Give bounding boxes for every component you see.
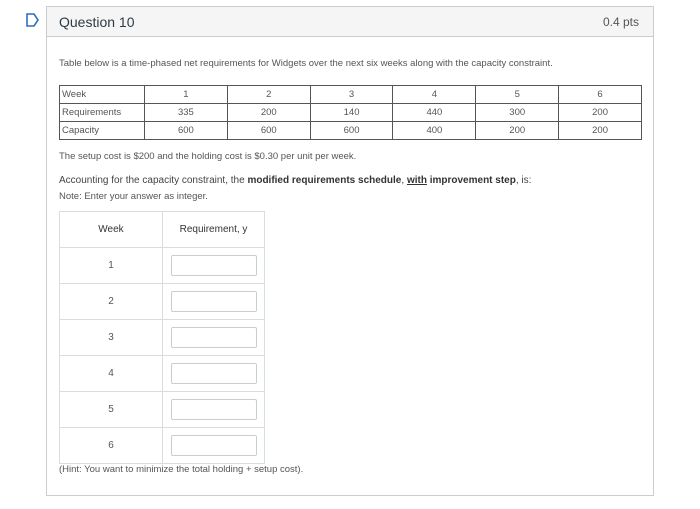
requirement-input-week-1[interactable] [171, 255, 257, 276]
table-cell: 1 [145, 86, 228, 104]
requirement-input-week-2[interactable] [171, 291, 257, 312]
week-cell: 5 [60, 392, 163, 428]
table-cell: 600 [227, 122, 310, 140]
prompt-bold: modified requirements schedule [247, 175, 402, 186]
requirement-input-week-3[interactable] [171, 327, 257, 348]
table-cell: 2 [227, 86, 310, 104]
prompt-text [59, 175, 531, 186]
table-cell: 300 [476, 104, 559, 122]
requirement-input-week-4[interactable] [171, 363, 257, 384]
answer-cell [163, 320, 265, 356]
table-cell: Capacity [60, 122, 145, 140]
answer-cell [163, 392, 265, 428]
table-cell: 200 [559, 104, 642, 122]
table-row [60, 104, 642, 122]
table-cell: 600 [145, 122, 228, 140]
table-cell: 200 [227, 104, 310, 122]
question-card [46, 6, 654, 496]
table-cell: 3 [310, 86, 393, 104]
table-cell: 4 [393, 86, 476, 104]
requirement-input-week-6[interactable] [171, 435, 257, 456]
hint-text: (Hint: You want to minimize the total holding + setup cost). [59, 464, 304, 475]
requirement-input-week-5[interactable] [171, 399, 257, 420]
answer-cell [163, 248, 265, 284]
table-cell: 600 [310, 122, 393, 140]
prompt-part: Accounting for the capacity constraint, the [59, 175, 248, 186]
question-title: Question 10 [59, 13, 135, 30]
table-cell: 335 [145, 104, 228, 122]
week-cell: 6 [60, 428, 163, 464]
column-header-requirement: Requirement, y [163, 212, 265, 248]
week-cell: 3 [60, 320, 163, 356]
requirements-table [59, 85, 642, 140]
table-cell: 200 [476, 122, 559, 140]
table-row [60, 356, 265, 392]
table-row [60, 392, 265, 428]
table-row [60, 284, 265, 320]
table-row [60, 86, 642, 104]
table-row [60, 212, 265, 248]
week-cell: 2 [60, 284, 163, 320]
intro-text: Table below is a time-phased net requirements for Widgets over the next six weeks along with the capacity constraint. [59, 58, 553, 69]
table-row [60, 320, 265, 356]
prompt-bold: improvement step [426, 175, 516, 186]
table-cell: Week [60, 86, 145, 104]
table-cell: 200 [559, 122, 642, 140]
question-header [47, 7, 653, 37]
answer-cell [163, 284, 265, 320]
table-cell: 5 [476, 86, 559, 104]
cost-text: The setup cost is $200 and the holding cost is $0.30 per unit per week. [59, 151, 357, 162]
answer-cell [163, 356, 265, 392]
column-header-week: Week [60, 212, 163, 248]
table-row [60, 248, 265, 284]
table-cell: 440 [393, 104, 476, 122]
table-row [60, 428, 265, 464]
note-text: Note: Enter your answer as integer. [59, 191, 208, 202]
table-cell: 400 [393, 122, 476, 140]
week-cell: 1 [60, 248, 163, 284]
table-cell: Requirements [60, 104, 145, 122]
table-cell: 140 [310, 104, 393, 122]
table-row [60, 122, 642, 140]
question-points: 0.4 pts [602, 14, 639, 29]
week-cell: 4 [60, 356, 163, 392]
table-cell: 6 [559, 86, 642, 104]
prompt-part: , [401, 175, 407, 186]
answer-cell [163, 428, 265, 464]
answer-table [59, 211, 265, 464]
prompt-part: , is: [515, 175, 532, 186]
flag-question-icon[interactable] [24, 12, 40, 28]
prompt-underline: with [406, 175, 427, 186]
